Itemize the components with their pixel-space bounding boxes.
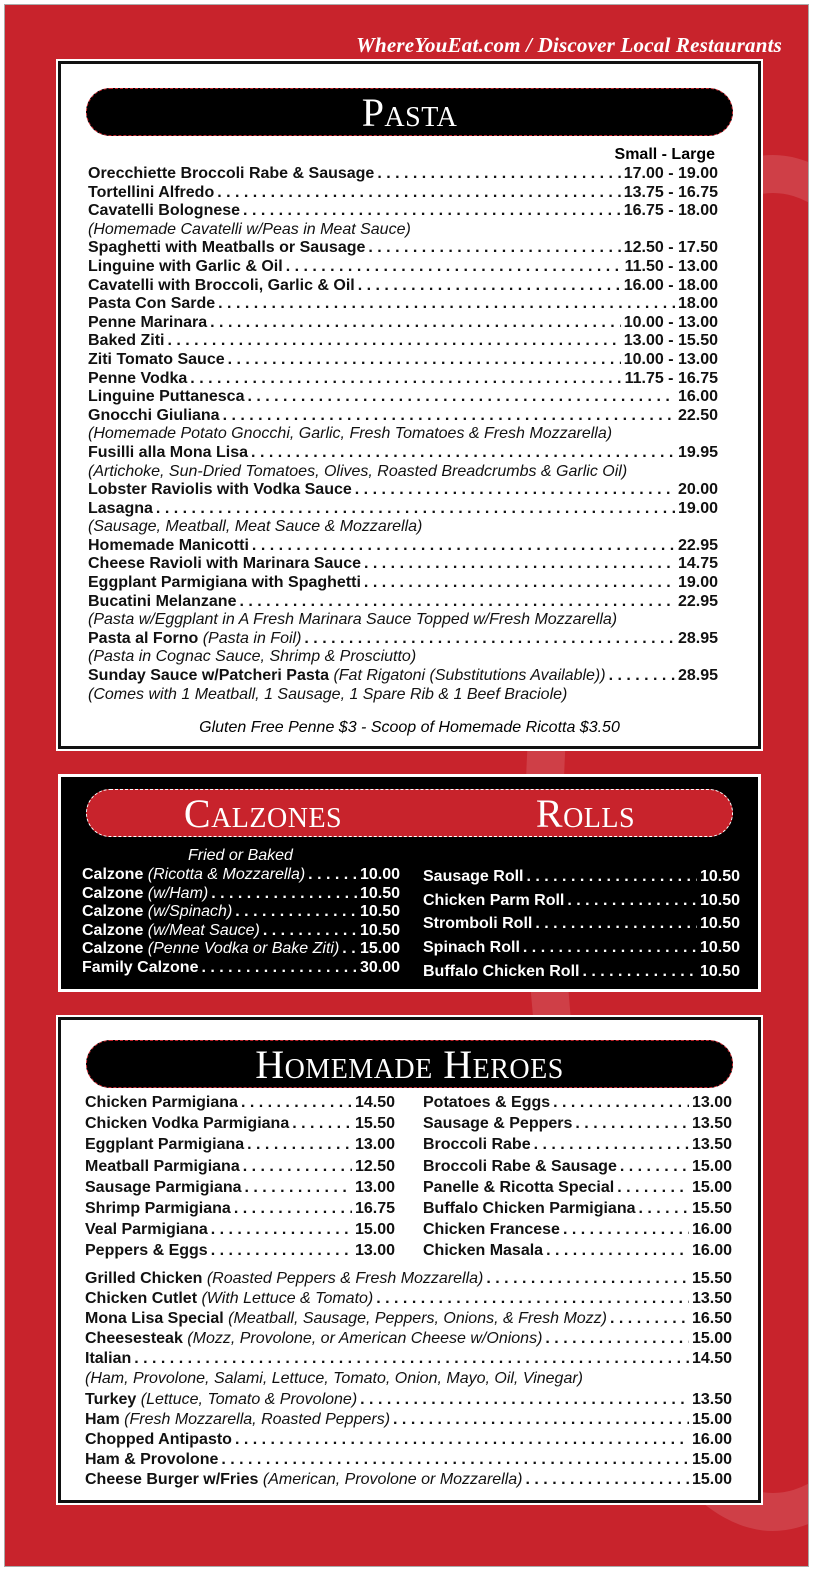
leader-dots: [210, 314, 621, 333]
menu-item: [85, 1092, 395, 1113]
menu-item-price: 11.75 - 16.75: [624, 369, 718, 387]
menu-item: [85, 1156, 395, 1177]
menu-item-name: Mona Lisa Special: [85, 1310, 224, 1328]
menu-item-name: Homemade Manicotti: [88, 536, 249, 554]
leader-dots: [247, 1134, 352, 1155]
menu-item-price: 15.00: [691, 1178, 732, 1196]
sizes-header: Small - Large: [614, 146, 715, 163]
menu-item-price: 14.50: [691, 1350, 732, 1368]
leader-dots: [553, 1092, 689, 1113]
menu-item-price: 19.95: [677, 443, 718, 461]
menu-item: [88, 165, 718, 184]
menu-item-note: (Comes with 1 Meatball, 1 Sausage, 1 Spare Rib & 1 Beef Braciole): [88, 685, 568, 703]
site-header[interactable]: WhereYouEat.com / Discover Local Restaurants: [356, 33, 782, 57]
menu-item-name: Stromboli Roll: [423, 915, 533, 933]
menu-item-price: 12.50: [354, 1157, 395, 1175]
leader-dots: [292, 1113, 352, 1134]
leader-dots: [245, 1177, 352, 1198]
menu-item-price: 19.00: [677, 574, 718, 592]
menu-item: [423, 1156, 732, 1177]
leader-dots: [355, 481, 675, 500]
menu-item: [85, 1289, 732, 1309]
leader-dots: [217, 184, 620, 203]
leader-dots: [211, 1240, 352, 1261]
menu-item-price: 28.95: [677, 629, 718, 647]
menu-item-price: 15.50: [691, 1199, 732, 1217]
menu-item-name: Broccoli Rabe: [423, 1136, 531, 1154]
menu-item-price: 10.50: [359, 903, 400, 921]
menu-item-name: Meatball Parmigiana: [85, 1157, 240, 1175]
leader-dots: [167, 332, 620, 351]
menu-item-price: 13.00 - 15.50: [623, 332, 718, 350]
menu-item: [88, 388, 718, 407]
menu-item-description: (w/Spinach): [147, 903, 233, 921]
menu-item-price: 13.00: [354, 1178, 395, 1196]
menu-item-name: Panelle & Ricotta Special: [423, 1178, 615, 1196]
calzones-list: [82, 866, 400, 978]
menu-item-name: Gnocchi Giuliana: [88, 406, 220, 424]
heroes-panel: [58, 1017, 761, 1503]
leader-dots: [620, 1156, 689, 1177]
menu-item: [88, 537, 718, 556]
menu-item: [423, 1177, 732, 1198]
menu-item-price: 10.50: [699, 915, 740, 933]
menu-item: [85, 1450, 732, 1470]
menu-item-name: Italian: [85, 1350, 132, 1368]
menu-item: [88, 500, 718, 519]
leader-dots: [342, 940, 357, 959]
calzones-rolls-panel: [58, 774, 761, 992]
menu-item-name: Lobster Raviolis with Vodka Sauce: [88, 481, 352, 499]
leader-dots: [610, 1309, 689, 1329]
menu-item-price: 15.50: [691, 1270, 732, 1287]
leader-dots: [609, 667, 675, 686]
menu-item-name: Broccoli Rabe & Sausage: [423, 1157, 617, 1175]
leader-dots: [243, 202, 621, 221]
menu-item-description: (Mozz, Provolone, or American Cheese w/Onions): [187, 1330, 543, 1348]
pasta-footnote: Gluten Free Penne $3 - Scoop of Homemade Ricotta $3.50: [199, 719, 620, 736]
leader-dots: [156, 500, 675, 519]
menu-item-name: Sunday Sauce w/Patcheri Pasta: [88, 667, 329, 685]
menu-item: [423, 1219, 732, 1240]
calzones-rolls-banner: [86, 789, 733, 837]
menu-item-price: 12.50 - 17.50: [623, 239, 718, 257]
menu-item: [82, 903, 400, 922]
leader-dots: [360, 1390, 689, 1410]
leader-dots: [575, 1113, 689, 1134]
heroes-title: Homemade Heroes: [255, 1041, 564, 1087]
menu-item-price: 15.00: [691, 1157, 732, 1175]
menu-item: [423, 865, 740, 889]
leader-dots: [304, 630, 675, 649]
menu-item: [82, 866, 400, 885]
menu-item: [85, 1177, 395, 1198]
menu-item-note: (Sausage, Meatball, Meat Sauce & Mozzarella): [88, 518, 423, 536]
menu-item-price: 17.00 - 19.00: [623, 165, 718, 182]
menu-item-price: 10.00: [359, 866, 400, 883]
menu-item-name: Cheese Burger w/Fries: [85, 1470, 259, 1488]
menu-item-name: Sausage Roll: [423, 867, 524, 885]
pasta-title: Pasta: [361, 89, 458, 135]
menu-item-price: 22.50: [677, 406, 718, 424]
heroes-full-list: [85, 1269, 732, 1490]
menu-item-price: 13.50: [691, 1136, 732, 1154]
menu-item-note: (Homemade Potato Gnocchi, Garlic, Fresh Tomatoes & Fresh Mozzarella): [88, 425, 613, 443]
leader-dots: [526, 1470, 689, 1490]
menu-item: [85, 1219, 395, 1240]
menu-item: [88, 574, 718, 593]
leader-dots: [393, 1410, 689, 1430]
menu-item-description: (With Lettuce & Tomato): [201, 1290, 374, 1308]
menu-item-price: 10.00 - 13.00: [623, 313, 718, 331]
leader-dots: [526, 865, 696, 889]
menu-item-price: 15.00: [691, 1470, 732, 1488]
menu-item-description: (Penne Vodka or Bake Ziti): [147, 940, 340, 958]
menu-item-description: (American, Provolone or Mozzarella): [262, 1470, 523, 1488]
menu-item: [85, 1240, 395, 1261]
menu-item-name: Pasta Con Sarde: [88, 295, 216, 313]
menu-item-name: Orecchiette Broccoli Rabe & Sausage: [88, 165, 375, 182]
leader-dots: [252, 537, 675, 556]
menu-item-name: Baked Ziti: [88, 332, 165, 350]
menu-item-name: Ziti Tomato Sauce: [88, 350, 225, 368]
menu-item-note: (Pasta w/Eggplant in A Fresh Marinara Sauce Topped w/Fresh Mozzarella): [88, 611, 618, 629]
pasta-list: [88, 165, 718, 704]
menu-item-price: 14.50: [354, 1093, 395, 1111]
leader-dots: [235, 1430, 689, 1450]
menu-item-name: Chicken Vodka Parmigiana: [85, 1115, 290, 1133]
menu-item-name: Chicken Parmigiana: [85, 1093, 238, 1111]
menu-item-name: Bucatini Melanzane: [88, 592, 237, 610]
menu-item-price: 28.95: [677, 667, 718, 685]
menu-item: [85, 1430, 732, 1450]
menu-item-price: 11.50 - 13.00: [624, 257, 718, 275]
menu-item-price: 15.50: [354, 1115, 395, 1133]
menu-item-price: 13.50: [691, 1115, 732, 1133]
leader-dots: [582, 960, 697, 984]
menu-item: [423, 936, 740, 960]
menu-item: [85, 1390, 732, 1410]
menu-item-price: 16.00: [677, 388, 718, 406]
menu-item-price: 10.50: [699, 939, 740, 957]
menu-item-name: Chicken Cutlet: [85, 1290, 198, 1308]
leader-dots: [211, 885, 357, 904]
menu-item-name: Eggplant Parmigiana: [85, 1136, 245, 1154]
menu-item-name: Ham: [85, 1410, 120, 1428]
menu-item-name: Chicken Francese: [423, 1221, 560, 1239]
menu-item-name: Linguine with Garlic & Oil: [88, 257, 283, 275]
menu-item-name: Chopped Antipasto: [85, 1430, 232, 1448]
leader-dots: [228, 351, 621, 370]
menu-item: [85, 1134, 395, 1155]
menu-item-price: 13.00: [354, 1242, 395, 1260]
menu-item-price: 15.00: [359, 940, 400, 958]
menu-item: [423, 1113, 732, 1134]
menu-item-description: (Lettuce, Tomato & Provolone): [140, 1390, 358, 1408]
calzones-subtitle: Fried or Baked: [188, 847, 293, 864]
menu-item: [82, 922, 400, 941]
menu-item: [88, 630, 718, 649]
menu-item: [85, 1269, 732, 1289]
menu-item-name: Cavatelli with Broccoli, Garlic & Oil: [88, 276, 355, 294]
menu-item-price: 22.95: [677, 536, 718, 554]
menu-item-name: Chicken Masala: [423, 1242, 544, 1260]
leader-dots: [190, 370, 621, 389]
menu-item: [85, 1410, 732, 1430]
menu-item-name: Pasta al Forno: [88, 629, 199, 647]
menu-item: [82, 940, 400, 959]
menu-item-description: (Fat Rigatoni (Substitutions Available)): [333, 667, 606, 685]
leader-dots: [251, 444, 675, 463]
menu-item-name: Calzone: [82, 866, 144, 883]
menu-item: [88, 444, 718, 463]
leader-dots: [211, 1219, 352, 1240]
menu-item-price: 15.00: [691, 1450, 732, 1468]
menu-item: [82, 959, 400, 978]
menu-item-name: Calzone: [82, 940, 144, 958]
leader-dots: [308, 866, 357, 885]
menu-item-description: (Meatball, Sausage, Peppers, Onions, & Fresh Mozz): [228, 1310, 608, 1328]
menu-item-name: Penne Vodka: [88, 369, 188, 387]
menu-item: [423, 1092, 732, 1113]
menu-item-price: 10.50: [699, 891, 740, 909]
menu-item-price: 10.50: [359, 921, 400, 939]
rolls-title: Rolls: [535, 790, 636, 836]
menu-item-price: 16.75: [354, 1199, 395, 1217]
menu-item: [423, 1240, 732, 1261]
menu-item-name: Lasagna: [88, 499, 153, 517]
leader-dots: [617, 1177, 689, 1198]
menu-item: [88, 407, 718, 426]
leader-dots: [234, 1198, 352, 1219]
menu-item-price: 13.50: [691, 1290, 732, 1308]
leader-dots: [243, 1156, 352, 1177]
rolls-list: [423, 865, 740, 983]
menu-item-name: Tortellini Alfredo: [88, 183, 215, 201]
leader-dots: [239, 593, 674, 612]
menu-item-price: 16.00: [691, 1221, 732, 1239]
leader-dots: [364, 574, 675, 593]
menu-item-name: Shrimp Parmigiana: [85, 1199, 231, 1217]
menu-item-price: 16.00: [691, 1430, 732, 1448]
menu-item: [85, 1329, 732, 1349]
menu-item: [88, 351, 718, 370]
menu-item: [82, 885, 400, 904]
menu-item: [88, 593, 718, 612]
menu-item-note: (Artichoke, Sun-Dried Tomatoes, Olives, Roasted Breadcrumbs & Garlic Oil): [88, 462, 628, 480]
menu-item-price: 14.75: [677, 555, 718, 573]
menu-item-description: (Fresh Mozzarella, Roasted Peppers): [124, 1410, 391, 1428]
menu-item-description: (Ricotta & Mozzarella): [147, 866, 306, 883]
menu-item-price: 10.50: [699, 867, 740, 885]
menu-item-price: 16.50: [691, 1310, 732, 1328]
menu-item: [423, 1134, 732, 1155]
leader-dots: [376, 1289, 689, 1309]
menu-item: [423, 912, 740, 936]
menu-item-note: (Pasta in Cognac Sauce, Shrimp & Prosciutto): [88, 648, 417, 666]
menu-item-name: Spaghetti with Meatballs or Sausage: [88, 239, 366, 257]
leader-dots: [235, 903, 357, 922]
leader-dots: [368, 239, 620, 258]
leader-dots: [286, 258, 622, 277]
menu-item-name: Buffalo Chicken Roll: [423, 962, 580, 980]
menu-item-price: 15.00: [691, 1410, 732, 1428]
menu-item-name: Linguine Puttanesca: [88, 388, 245, 406]
leader-dots: [263, 922, 357, 941]
menu-item-note: (Ham, Provolone, Salami, Lettuce, Tomato, Onion, Mayo, Oil, Vinegar): [85, 1370, 584, 1388]
menu-item: [423, 960, 740, 984]
leader-dots: [358, 277, 621, 296]
menu-item-name: Turkey: [85, 1390, 137, 1408]
leader-dots: [218, 295, 675, 314]
menu-item-price: 16.00: [691, 1242, 732, 1260]
leader-dots: [377, 165, 620, 184]
menu-item: [85, 1470, 732, 1490]
menu-item-name: Sausage Parmigiana: [85, 1178, 242, 1196]
menu-item-name: Calzone: [82, 903, 144, 921]
menu-item: [88, 667, 718, 686]
menu-item: [88, 202, 718, 221]
menu-item-price: 22.95: [677, 592, 718, 610]
heroes-right-list: [423, 1092, 732, 1262]
menu-item: [88, 332, 718, 351]
menu-item: [88, 258, 718, 277]
menu-item-price: 16.75 - 18.00: [623, 202, 718, 220]
menu-item-price: 15.00: [354, 1221, 395, 1239]
calzones-title: Calzones: [183, 790, 343, 836]
menu-item-name: Spinach Roll: [423, 939, 520, 957]
menu-item-name: Potatoes & Eggs: [423, 1093, 551, 1111]
heroes-banner: [86, 1040, 733, 1088]
menu-item: [88, 277, 718, 296]
menu-item-name: Veal Parmigiana: [85, 1221, 208, 1239]
leader-dots: [221, 1450, 689, 1470]
menu-item-name: Buffalo Chicken Parmigiana: [423, 1199, 636, 1217]
leader-dots: [201, 959, 356, 978]
menu-item: [88, 370, 718, 389]
menu-item-price: 15.00: [691, 1330, 732, 1348]
menu-item-name: Ham & Provolone: [85, 1450, 219, 1468]
leader-dots: [134, 1349, 689, 1369]
menu-item: [423, 1198, 732, 1219]
menu-item: [85, 1113, 395, 1134]
menu-item-price: 13.00: [354, 1136, 395, 1154]
menu-item-name: Family Calzone: [82, 958, 199, 976]
menu-item-name: Cheesesteak: [85, 1330, 183, 1348]
menu-item-name: Cavatelli Bolognese: [88, 202, 241, 220]
leader-dots: [535, 912, 697, 936]
menu-item: [88, 314, 718, 333]
menu-page: [4, 4, 809, 1567]
menu-item-price: 18.00: [677, 295, 718, 313]
menu-item: [88, 295, 718, 314]
menu-item-name: Fusilli alla Mona Lisa: [88, 443, 249, 461]
menu-item-name: Chicken Parm Roll: [423, 891, 565, 909]
menu-item-description: (w/Ham): [147, 884, 209, 902]
menu-item-name: Cheese Ravioli with Marinara Sauce: [88, 555, 361, 573]
menu-item-name: Sausage & Peppers: [423, 1115, 573, 1133]
menu-item: [85, 1349, 732, 1369]
menu-item-price: 19.00: [677, 499, 718, 517]
leader-dots: [523, 936, 697, 960]
leader-dots: [486, 1269, 689, 1289]
leader-dots: [639, 1198, 689, 1219]
heroes-left-list: [85, 1092, 395, 1262]
menu-item-name: Calzone: [82, 884, 144, 902]
menu-item: [423, 889, 740, 913]
menu-item: [88, 481, 718, 500]
menu-item-name: Eggplant Parmigiana with Spaghetti: [88, 574, 361, 592]
menu-item-price: 13.50: [691, 1390, 732, 1408]
leader-dots: [545, 1329, 689, 1349]
leader-dots: [223, 407, 675, 426]
menu-item: [85, 1309, 732, 1329]
menu-item-name: Penne Marinara: [88, 313, 208, 331]
menu-item-price: 13.75 - 16.75: [623, 183, 718, 201]
menu-item-description: (Roasted Peppers & Fresh Mozzarella): [206, 1270, 484, 1287]
leader-dots: [364, 555, 675, 574]
leader-dots: [567, 889, 697, 913]
menu-item-price: 10.50: [359, 884, 400, 902]
menu-item: [85, 1198, 395, 1219]
pasta-panel: [58, 61, 761, 749]
menu-item-price: 13.00: [691, 1093, 732, 1111]
menu-item: [88, 239, 718, 258]
leader-dots: [247, 388, 674, 407]
menu-item: [88, 184, 718, 203]
menu-item-description: (w/Meat Sauce): [147, 921, 260, 939]
leader-dots: [546, 1240, 689, 1261]
menu-item-price: 10.00 - 13.00: [623, 350, 718, 368]
menu-item-name: Peppers & Eggs: [85, 1242, 208, 1260]
menu-item: [88, 555, 718, 574]
leader-dots: [563, 1219, 689, 1240]
menu-item-name: Grilled Chicken: [85, 1270, 203, 1287]
menu-item-name: Calzone: [82, 921, 144, 939]
menu-item-price: 10.50: [699, 962, 740, 980]
menu-item-note: (Homemade Cavatelli w/Peas in Meat Sauce): [88, 220, 411, 238]
menu-item-price: 20.00: [677, 481, 718, 499]
pasta-banner: [86, 88, 733, 136]
menu-item-description: (Pasta in Foil): [202, 629, 302, 647]
leader-dots: [241, 1092, 352, 1113]
menu-item-price: 30.00: [359, 958, 400, 976]
leader-dots: [534, 1134, 689, 1155]
menu-item-price: 16.00 - 18.00: [623, 276, 718, 294]
